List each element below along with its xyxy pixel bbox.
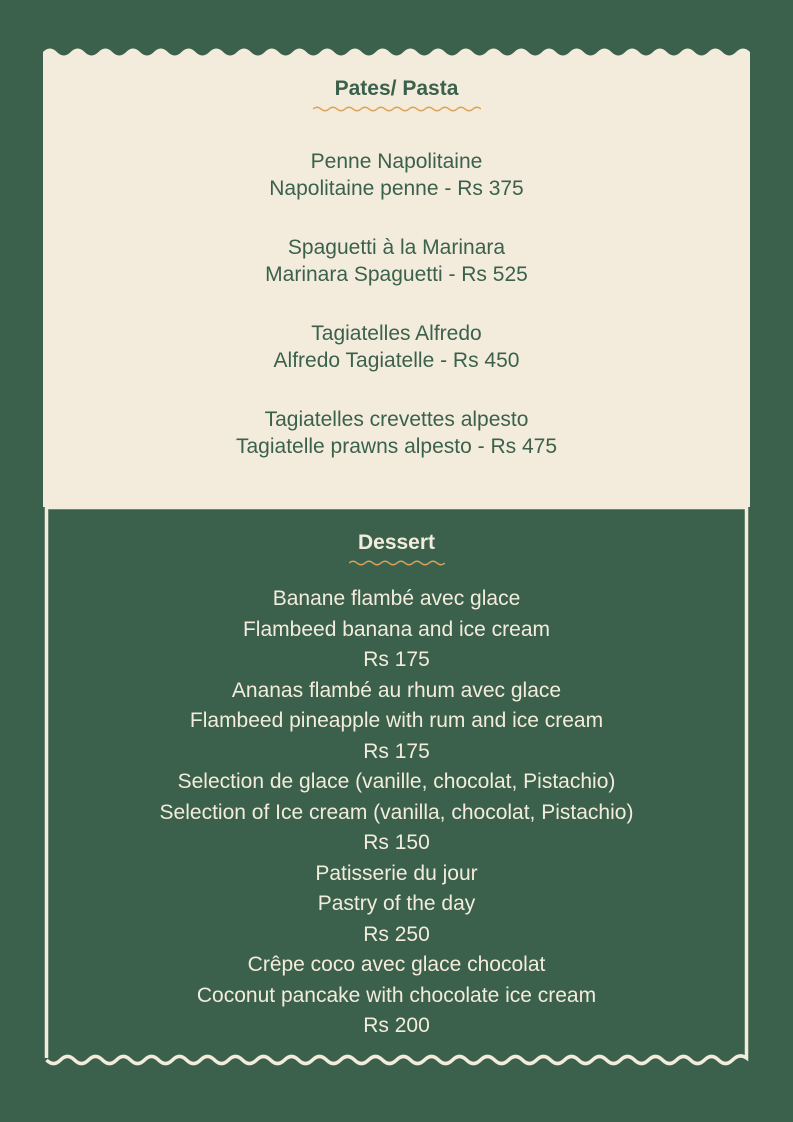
item-name-en: Flambeed banana and ice cream <box>242 617 551 641</box>
item-name-en: Coconut pancake with chocolate ice cream <box>196 983 597 1007</box>
menu-item <box>44 859 749 951</box>
menu-item <box>44 320 749 374</box>
menu-item <box>44 676 749 768</box>
dessert-menu-list <box>44 584 749 1042</box>
item-name-fr: Penne Napolitaine <box>310 150 483 173</box>
item-name-en-price: Tagiatelle prawns alpesto - Rs 475 <box>235 435 557 458</box>
item-name-fr: Spaguetti à la Marinara <box>287 236 506 259</box>
menu-item <box>44 406 749 460</box>
item-name-fr: Ananas flambé au rhum avec glace <box>231 678 562 702</box>
menu-item <box>44 950 749 1042</box>
menu-item <box>44 234 749 288</box>
item-name-fr: Banane flambé avec glace <box>272 587 521 610</box>
item-price: Rs 175 <box>363 648 430 671</box>
item-name-fr: Tagiatelles Alfredo <box>311 322 482 345</box>
item-name-fr: Tagiatelles crevettes alpesto <box>264 408 529 431</box>
menu-item <box>44 584 749 676</box>
item-price: Rs 200 <box>363 1014 430 1037</box>
item-name-en-price: Marinara Spaguetti - Rs 525 <box>265 263 528 286</box>
pasta-title-underline <box>313 104 481 114</box>
pasta-menu-list <box>44 148 749 492</box>
item-name-fr: Selection de glace (vanille, chocolat, Pistachio) <box>177 770 616 793</box>
dessert-title-underline <box>349 558 445 568</box>
menu-item <box>44 148 749 202</box>
pasta-section-title: Pates/ Pasta <box>334 77 459 100</box>
item-name-en: Pastry of the day <box>317 892 476 915</box>
item-name-en-price: Napolitaine penne - Rs 375 <box>269 177 524 200</box>
item-name-fr: Crêpe coco avec glace chocolat <box>247 953 546 976</box>
item-price: Rs 175 <box>363 739 430 763</box>
item-price: Rs 150 <box>363 831 430 854</box>
menu-item <box>44 767 749 859</box>
item-name-en: Flambeed pineapple with rum and ice cream <box>189 709 604 732</box>
dessert-section-title: Dessert <box>357 531 436 554</box>
item-name-en-price: Alfredo Tagiatelle - Rs 450 <box>273 349 520 372</box>
item-price: Rs 250 <box>363 922 430 946</box>
item-name-en: Selection of Ice cream (vanilla, chocolat, Pistachio) <box>159 800 634 824</box>
item-name-fr: Patisserie du jour <box>315 861 478 885</box>
